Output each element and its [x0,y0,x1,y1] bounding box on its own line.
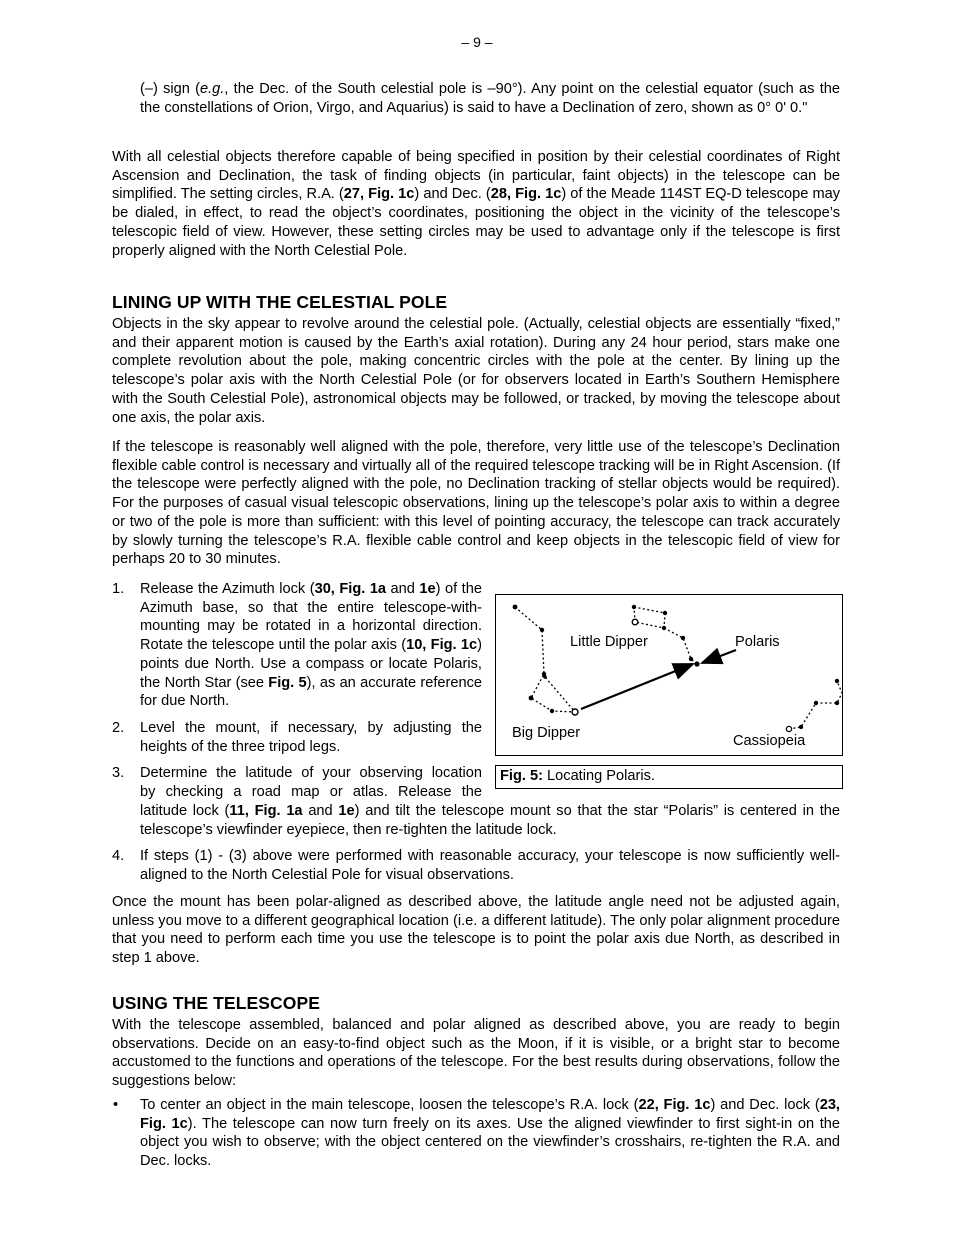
step-number: 4. [112,848,125,864]
step-3-line-1: Determine the latitude of your observing location [140,765,482,781]
figure-caption: Fig. 5: Locating Polaris. [495,765,843,789]
celestial-pole-paragraph-2: If the telescope is reasonably well aligned with the pole, therefore, very little use of the telescope’s Declination flexible cable control is necessary and virtually all of the required telescope tracking will be in Right Ascension. (If the telescope were perfectly aligned with the pole, no Declination tracking of stellar objects would be required). For the purposes of casual visual telescopic observations, lining up the telescope’s polar axis to within a degree or two of the pole is more than sufficient: with this level of pointing accuracy, the telescope can track accurately by slowly turning the telescope’s R.A. flexible cable control and keep objects in the telescopic field of view for perhaps 20 to 30 minutes. [112,439,840,568]
step-number: 1. [112,581,125,597]
step-number: 3. [112,765,125,781]
bullet-center-object-text: To center an object in the main telescope, loosen the telescope’s R.A. lock (22, Fig. 1c) and Dec. lock (23, Fig. 1c). The telescope can now turn freely on its axes. Use the aligned viewfinder to first sight-in on the object you wish to observe; with the object centered on the viewfinder’s crosshairs, re-tighten the R.A. and Dec. locks. [140,1097,840,1170]
big-dipper-stars [513,605,578,715]
polar-alignment-summary-paragraph: Once the mount has been polar-aligned as described above, the latitude angle need not be adjusted again, unless you move to a different geographical location (i.e. a different latitude). The only polar alignment procedure that you need to perform each time you use the telescope is to point the polar axis due North, as described in step 1 above. [112,894,840,967]
setting-circles-paragraph: With all celestial objects therefore capable of being specified in position by their celestial coordinates of Right Ascension and Declination, the task of finding objects (in particular, faint objects) in the telescope can be simplified. The setting circles, R.A. (27, Fig. 1c) and Dec. (28, Fig. 1c) of the Meade 114ST EQ-D telescope may be dialed, in effect, to read the object’s coordinates, positioning the object in the vicinity of the telescope’s telescopic field of view. However, these setting circles may be used to advantage only if the telescope is first properly aligned with the North Celestial Pole. [112,149,841,259]
section-heading-using-telescope: USING THE TELESCOPE [112,993,321,1013]
polaris-label: Polaris [735,634,780,650]
big-dipper-label: Big Dipper [512,725,581,741]
cassiopeia-label: Cassiopeia [733,733,806,749]
celestial-pole-paragraph-1: Objects in the sky appear to revolve around the celestial pole. (Actually, celestial objects are essentially “fixed,” and their apparent motion is caused by the Earth’s axial rotation). During any 24 hour period, stars make one complete revolution about the pole, making concentric circles with the pole at the center. By lining up the telescope’s polar axis with the North Celestial Pole (or for observers located in Earth’s Southern Hemisphere with the South Celestial Pole), astronomical objects may be followed, or tracked, by moving the telescope about one axis, the polar axis. [112,316,840,426]
big-dipper-constellation [515,607,575,712]
pointer-arrow [581,664,693,709]
step-1-text: Release the Azimuth lock (30, Fig. 1a and 1e) of the Azimuth base, so that the entire telescope-with-mounting may be rotated in a horizontal direction. Rotate the telescope until the polar axis (10, Fig. 1c) points due North. Use a compass or locate Polaris, the North Star (see Fig. 5), as an accurate reference for due North. [140,581,483,710]
step-number: 2. [112,720,125,736]
section-heading-celestial-pole: LINING UP WITH THE CELESTIAL POLE [112,292,448,312]
figure-locating-polaris [495,594,843,756]
step-2-text: Level the mount, if necessary, by adjusting the heights of the three tripod legs. [140,720,482,755]
using-telescope-paragraph: With the telescope assembled, balanced and polar aligned as described above, you are ready to begin observations. Decide on an easy-to-find object such as the Moon, if it is visible, or a bright star to become accustomed to the functions and operations of the telescope. For the best results during observations, follow the suggestions below: [112,1017,840,1090]
polaris-label-arrow [702,650,736,663]
little-dipper-label: Little Dipper [570,634,648,650]
step-4-text: If steps (1) - (3) above were performed with reasonable accuracy, your telescope is now sufficiently well-aligned to the North Celestial Pole for visual observations. [140,848,840,883]
step-3-text: latitude lock (11, Fig. 1a and 1e) and tilt the telescope mount so that the star “Polaris” is centered in the telescope’s viewfinder eyepiece, then re-tighten the latitude lock. [140,803,840,838]
cassiopeia-stars [786,679,839,732]
bullet-marker: • [113,1097,119,1113]
intro-paragraph-continued: (–) sign (e.g., the Dec. of the South celestial pole is –90°). Any point on the celestial equator (such as the the constellations of Orion, Virgo, and Aquarius) is said to have a Declination of zero, shown as 0° 0' 0." [140,81,841,116]
step-3-line-2: by checking a road map or atlas. Release the [140,784,482,800]
page-number: – 9 – [461,34,493,50]
